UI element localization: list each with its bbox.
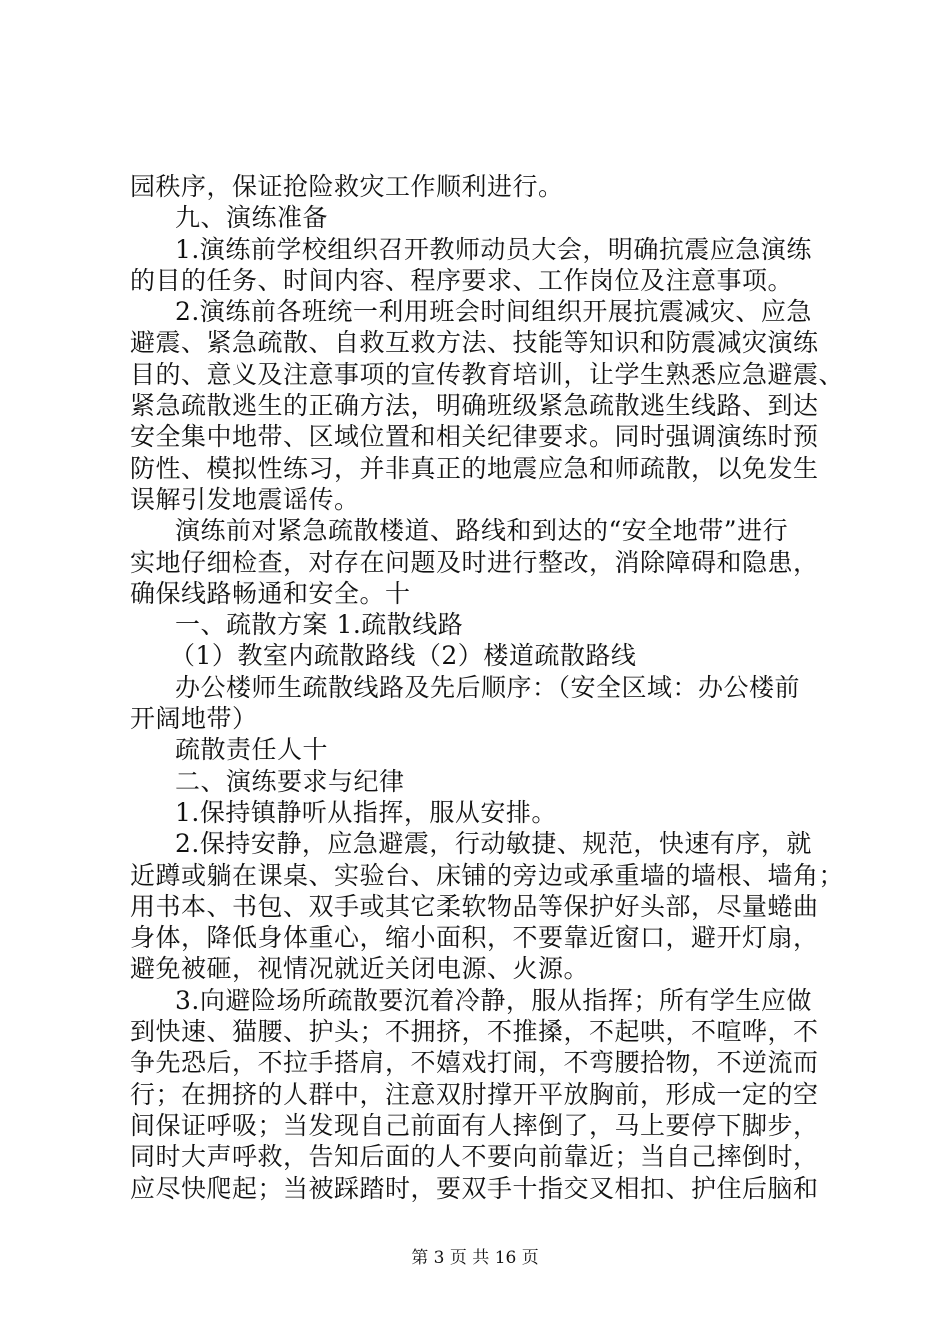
text-line: 疏散责任人十: [175, 735, 329, 765]
text-line: 办公楼师生疏散线路及先后顺序：（安全区域：办公楼前: [175, 672, 801, 702]
text-line: 1.保持镇静听从指挥，服从安排。: [175, 797, 557, 827]
text-line: （1）教室内疏散路线（2）楼道疏散路线: [170, 641, 637, 671]
text-line: 2.保持安静，应急避震，行动敏捷、规范，快速有序，就: [175, 829, 812, 859]
document-body: [130, 171, 845, 1204]
text-line: 实地仔细检查，对存在问题及时进行整改，消除障碍和隐患，: [130, 547, 819, 577]
text-line: 2.演练前各班统一利用班会时间组织开展抗震减灾、应急: [175, 297, 812, 327]
text-line: 误解引发地震谣传。: [130, 484, 360, 514]
text-line: 九、演练准备: [175, 203, 329, 233]
text-line: 演练前对紧急疏散楼道、路线和到达的“安全地带”进行: [175, 516, 789, 546]
text-line: 避震、紧急疏散、自救互救方法、技能等知识和防震减灾演练: [130, 328, 819, 358]
text-line: 争先恐后，不拉手搭肩，不嬉戏打闹，不弯腰拾物，不逆流而: [130, 1048, 819, 1078]
text-line: 同时大声呼救，告知后面的人不要向前靠近；当自己摔倒时，: [130, 1142, 819, 1172]
text-line: 二、演练要求与纪律: [175, 766, 405, 796]
text-line: 目的、意义及注意事项的宣传教育培训，让学生熟悉应急避震、: [130, 359, 845, 389]
page-number-label: 第 3 页 共 16 页: [411, 1248, 539, 1268]
text-line: 开阔地带）: [130, 704, 258, 734]
text-line: 紧急疏散逃生的正确方法，明确班级紧急疏散逃生线路、到达: [130, 391, 819, 421]
text-line: 安全集中地带、区域位置和相关纪律要求。同时强调演练时预: [130, 422, 819, 452]
text-line: 行；在拥挤的人群中，注意双肘撑开平放胸前，形成一定的空: [130, 1079, 819, 1109]
text-line: 近蹲或躺在课桌、实验台、床铺的旁边或承重墙的墙根、墙角；: [130, 860, 845, 890]
text-line: 确保线路畅通和安全。十: [130, 578, 411, 608]
text-line: 用书本、书包、双手或其它柔软物品等保护好头部，尽量蜷曲: [130, 891, 819, 921]
text-line: 防性、模拟性练习，并非真正的地震应急和师疏散，以免发生: [130, 453, 819, 483]
text-line: 到快速、猫腰、护头；不拥挤，不推搡，不起哄，不喧哗，不: [130, 1017, 819, 1047]
text-line: 避免被砸，视情况就近关闭电源、火源。: [130, 954, 590, 984]
text-line: 应尽快爬起；当被踩踏时，要双手十指交叉相扣、护住后脑和: [130, 1173, 819, 1203]
text-line: 间保证呼吸；当发现自己前面有人摔倒了，马上要停下脚步，: [130, 1110, 819, 1140]
text-line: 3.向避险场所疏散要沉着冷静，服从指挥；所有学生应做: [175, 985, 812, 1015]
text-line: 一、疏散方案 1.疏散线路: [175, 610, 464, 640]
text-line: 的目的任务、时间内容、程序要求、工作岗位及注意事项。: [130, 265, 794, 295]
text-line: 园秩序，保证抢险救灾工作顺利进行。: [130, 172, 564, 201]
text-line: 身体，降低身体重心，缩小面积，不要靠近窗口，避开灯扇，: [130, 923, 819, 953]
text-line: 1.演练前学校组织召开教师动员大会，明确抗震应急演练: [175, 234, 812, 264]
page-footer: [0, 1243, 950, 1268]
